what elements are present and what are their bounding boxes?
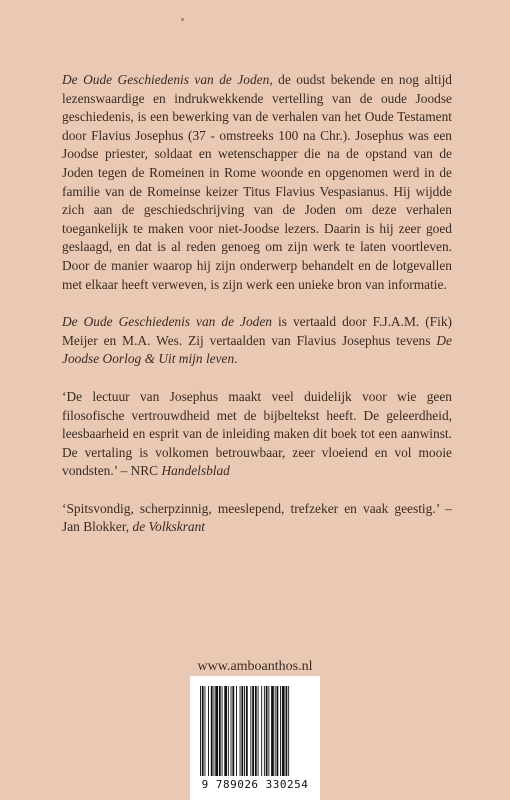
barcode-bar bbox=[286, 686, 288, 776]
paragraph-translation bbox=[62, 313, 452, 369]
paragraph-review-nrc bbox=[62, 388, 452, 481]
italic-run: De Oude Geschiedenis van de Joden bbox=[62, 72, 270, 87]
barcode-bar bbox=[236, 686, 237, 776]
barcode-bar bbox=[275, 686, 276, 776]
barcode-bar bbox=[252, 686, 254, 776]
barcode-bar bbox=[202, 686, 204, 776]
italic-run: De Joodse Oorlog & Uit mijn leven bbox=[62, 332, 452, 367]
barcode-bar bbox=[228, 686, 229, 776]
blurb-text bbox=[62, 71, 452, 537]
barcode-bar bbox=[255, 686, 257, 776]
barcode-bar bbox=[224, 686, 227, 776]
barcode-bar bbox=[208, 686, 209, 776]
barcode-bar bbox=[268, 686, 269, 776]
barcode-bar bbox=[266, 686, 268, 776]
italic-run: Handelsblad bbox=[161, 463, 230, 479]
barcode-bars bbox=[200, 686, 310, 776]
paragraph-review-volkskrant bbox=[62, 500, 452, 537]
barcode-bar bbox=[215, 686, 218, 776]
barcode-bar bbox=[232, 686, 234, 776]
barcode-bar bbox=[277, 686, 279, 776]
italic-run: de Volkskrant bbox=[132, 519, 206, 535]
barcode-bar bbox=[282, 686, 285, 776]
italic-run: De Oude Geschiedenis van de Joden bbox=[62, 314, 273, 330]
barcode-bar bbox=[258, 686, 259, 776]
isbn-number: 9 789026 330254 bbox=[201, 778, 309, 791]
decorative-dot bbox=[181, 18, 184, 21]
barcode-bar bbox=[241, 686, 243, 776]
barcode-bar bbox=[211, 686, 213, 776]
barcode-bar bbox=[261, 686, 262, 776]
text-run: ‘Spitsvondig, scherpzinnig, meeslepend, trefzeker en vaak geestig.’ – Jan Blokker, bbox=[62, 500, 452, 535]
barcode-bar bbox=[200, 686, 201, 776]
barcode-bar bbox=[219, 686, 221, 776]
barcode-bar bbox=[288, 686, 289, 776]
barcode-bar bbox=[271, 686, 274, 776]
barcode-bar bbox=[240, 686, 241, 776]
barcode-bar bbox=[264, 686, 265, 776]
barcode-bar bbox=[280, 686, 281, 776]
barcode bbox=[190, 676, 320, 800]
text-run: is vertaald door F.J.A.M. (Fik) Meijer en M.A. Wes. Zij vertaalden van Flavius Josephus tevens bbox=[62, 314, 452, 348]
barcode-bar bbox=[231, 686, 232, 776]
text-run: ‘De lectuur van Josephus maakt veel duidelijk voor wie geen filosofische vertrouwdheid met de bijbeltekst heeft. De geleerdheid, leesbaarheid en esprit van de inleiding maken dit boek tot een aanwinst. De vertaling is volkomen betrouwbaar, zeer vloeiend en vol mooie vondsten.’ – NRC bbox=[62, 388, 452, 479]
barcode-bar bbox=[250, 686, 251, 776]
barcode-bar bbox=[214, 686, 215, 776]
barcode-bar bbox=[205, 686, 206, 776]
publisher-website[interactable]: www.amboanthos.nl bbox=[197, 659, 313, 674]
barcode-bar bbox=[222, 686, 223, 776]
barcode-bar bbox=[246, 686, 248, 776]
barcode-bar bbox=[244, 686, 245, 776]
paragraph-intro bbox=[62, 71, 452, 294]
text-run: , de oudst bekende en nog altijd lezenswaardige en indrukwekkende vertelling van de oude Joodse geschiedenis, is een bewerking van de verhalen van het Oude Testament door Flavius Josephus (37 - omstreeks 100 na Chr.). Josephus was een Joodse priester, soldaat en wetenschapper die na de opstand van de Joden tegen de Romeinen in Rome woonde en opgenomen werd in de familie van de Romeinse keizer Titus Flavius Vespasianus. Hij wijdde zich aan de geschiedschrijving van de Joden om deze verhalen toegankelijk te maken voor niet-Joodse lezers. Daarin is hij zeer goed geslaagd, en dat is al reden genoeg om zijn werk te laten voortleven. Door de manier waarop hij zijn onderwerp behandelt en de lotgevallen met elkaar heeft verweven, is zijn werk een unieke bron van informatie. bbox=[62, 72, 452, 292]
text-run: . bbox=[234, 351, 238, 367]
